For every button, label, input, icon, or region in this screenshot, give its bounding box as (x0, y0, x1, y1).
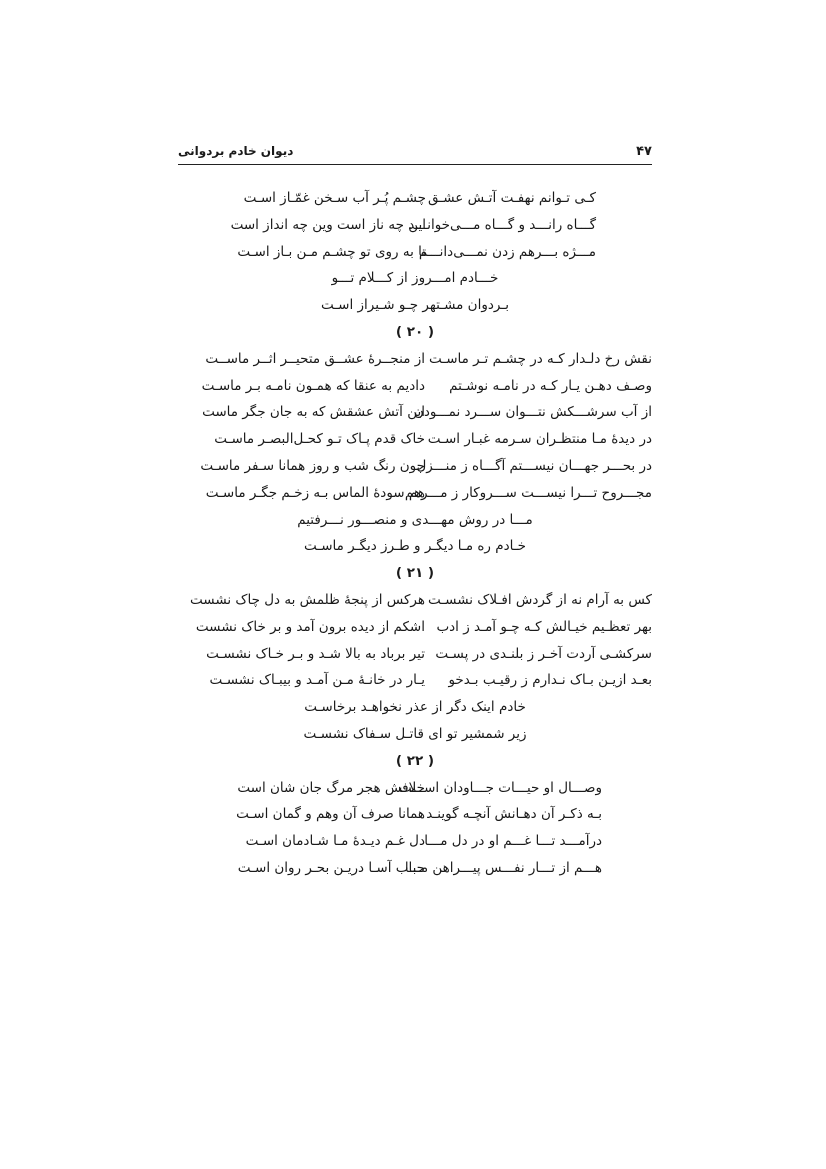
first-hemistich: هـــم از تـــار نفـــس پیـــراهن مـــا (404, 859, 602, 876)
first-hemistich: در بحـــر جهـــان نیســـتم آگـــاه ز منـــزل (416, 457, 652, 474)
couplet-row (178, 186, 652, 213)
poem-number-heading (178, 320, 652, 347)
poem-section (178, 561, 652, 749)
second-hemistich: چون رنگ شب و روز همانا سـفر ماسـت (200, 457, 425, 474)
couplet-row (178, 347, 652, 374)
closing-line-row (178, 293, 652, 320)
closing-line-row (178, 266, 652, 293)
first-hemistich: بـه ذکـر آن دهـانش آنچـه گوینـد (426, 806, 602, 823)
page-number: ۴۷ (636, 144, 652, 159)
closing-line: خـــادم امـــروز از کـــلام تـــو (331, 270, 499, 287)
second-hemistich: خاک قدم پـاک تـو کحـل‌البصـر ماسـت (214, 431, 425, 448)
first-hemistich: گـــاه رانـــد و گـــاه مـــی‌خوانـــد (408, 216, 596, 233)
poem-section (178, 749, 652, 883)
couplet-row (178, 588, 652, 615)
closing-line: زیر شمشیر تو ای قاتـل سـفاک نشسـت (303, 725, 527, 742)
second-hemistich: دل غـم دیـدهٔ مـا شـادمان اسـت (245, 833, 425, 850)
second-hemistich: چشـم پُـر آب سـخن غمّـاز اسـت (243, 190, 426, 206)
poem-number-heading (178, 749, 652, 776)
first-hemistich: مـــژه بـــرهم زدن نمـــی‌دانـــم (418, 243, 596, 260)
first-hemistich: درآمـــد تـــا غـــم او در دل مـــا (424, 833, 602, 850)
poem-number: ( ۲۱ ) (395, 565, 435, 582)
second-hemistich: خلافش هجر مرگ جان شان است (237, 779, 425, 796)
second-hemistich: یـار در خانـهٔ مـن آمـد و بیبـاک نشسـت (209, 672, 425, 689)
second-hemistich: هرکس از پنجهٔ ظلمش به دل چاک نشست (190, 591, 425, 608)
second-hemistich: از منجــرهٔ عشــق متحیــر اثــر ماســت (205, 350, 425, 367)
second-hemistich: دادیم به عنقا که همـون نامـه بـر ماسـت (201, 377, 425, 394)
couplet-row (178, 374, 652, 401)
second-hemistich: حباب آسـا دریـن بحـر روان اسـت (237, 859, 425, 876)
closing-line-row (178, 534, 652, 561)
couplet-row (178, 427, 652, 454)
first-hemistich: نقش رخ دلـدار کـه در چشـم تـر ماسـت (428, 350, 652, 367)
couplet-row (178, 213, 652, 240)
closing-line: خادم اینک دگر از عذر نخواهـد برخاسـت (304, 699, 526, 716)
couplet-row (178, 802, 652, 829)
closing-line: بـردوان مشـتهر چـو شـیراز اسـت (320, 297, 510, 314)
first-hemistich: بعـد ازیـن بـاک نـدارم ز رقیـب بـدخو (448, 672, 652, 689)
poem-section (178, 320, 652, 561)
first-hemistich: بهر تعظـیم خیـالش کـه چـو آمـد ز ادب (436, 618, 652, 635)
couplet-row (178, 454, 652, 481)
couplet-row (178, 400, 652, 427)
first-hemistich: وصـف دهـن یـار کـه در نامـه نوشـتم (449, 377, 652, 394)
first-hemistich: کـی تـوانم نهفـت آتـش عشـق (428, 190, 596, 206)
second-hemistich: هم سودهٔ الماس بـه زخـم جگـر ماسـت (205, 484, 425, 501)
closing-line: خـادم ره مـا دیگـر و طـرز دیگـر ماسـت (303, 538, 527, 555)
closing-line-row (178, 695, 652, 722)
poem-section (178, 186, 652, 320)
couplet-row (178, 481, 652, 508)
couplet-row (178, 829, 652, 856)
closing-line: مـــا در روش مهـــدی و منصـــور نـــرفتیم (297, 511, 533, 528)
second-hemistich: اشکم از دیده برون آمد و بر خاک نشست (195, 618, 425, 635)
poem-number: ( ۲۲ ) (395, 752, 435, 769)
couplet-row (178, 240, 652, 267)
first-hemistich: مجـــروح تـــرا نیســـت ســـروکار ز مـــرهم (404, 484, 652, 501)
second-hemistich: این آتش عشقش که به جان جگر ماست (202, 404, 425, 421)
first-hemistich: کس به آرام نه از گردش افـلاک نشسـت (427, 591, 652, 608)
first-hemistich: از آب سرشـــکش نتـــوان ســـرد نمـــودن (413, 404, 652, 421)
poem-number-heading (178, 561, 652, 588)
book-title: دیوان خادم بردوانی (178, 144, 294, 158)
couplet-row (178, 668, 652, 695)
closing-line-row (178, 508, 652, 535)
couplet-row (178, 856, 652, 883)
first-hemistich: سرکشـی آردت آخـر ز بلنـدی در پسـت (435, 645, 652, 662)
page-header (178, 140, 652, 165)
couplet-row (178, 776, 652, 803)
couplet-row (178, 642, 652, 669)
second-hemistich: تا به روی تو چشـم مـن بـاز اسـت (237, 243, 426, 260)
couplet-row (178, 615, 652, 642)
second-hemistich: تیر برباد به بالا شـد و بـر خـاک نشسـت (206, 645, 425, 662)
closing-line-row (178, 722, 652, 749)
second-hemistich: این چه ناز است وین چه انداز است (230, 216, 426, 233)
poem-content (178, 186, 652, 883)
first-hemistich: وصـــال او حیـــات جـــاودان اســـت (398, 779, 602, 796)
second-hemistich: همانا صرف آن وهم و گمان اسـت (236, 806, 425, 823)
first-hemistich: در دیدهٔ مـا منتظـران سـرمه غبـار اسـت (427, 431, 652, 448)
poem-number: ( ۲۰ ) (395, 323, 435, 340)
